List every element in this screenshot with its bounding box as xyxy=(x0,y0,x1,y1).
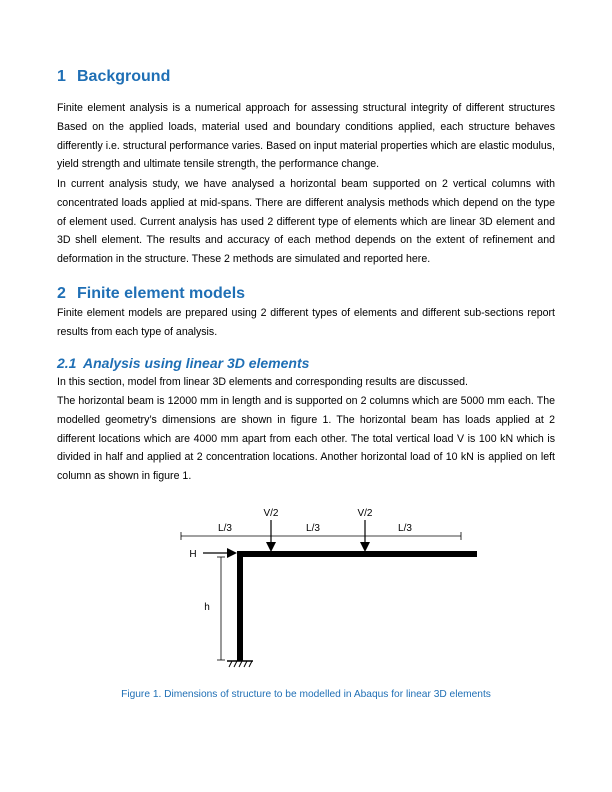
background-paragraph-1: Finite element analysis is a numerical approach for assessing structural integrity of different structures Based on the applied loads, material used and boundary conditions applied, each structure behaves differently i.e. structural performance varies. Based on input material properties which are elastic modulus, yield strength and ultimate tensile strength, the performance change. xyxy=(57,102,555,171)
section-2-1-heading xyxy=(57,355,309,371)
section-2-1-title: Analysis using linear 3D elements xyxy=(83,355,310,371)
background-paragraph-2: In current analysis study, we have analysed a horizontal beam supported on 2 vertical columns with concentrated loads applied at mid-spans. There are different analysis methods which depend on the type of element used. Current analysis has used 2 different type of elements which are linear 3D element and 3D shell element. The results and accuracy of each method depends on the extent of refinement and deformation in the structure. These 2 methods are simulated and reported here. xyxy=(57,178,555,266)
load-label-1: V/2 xyxy=(263,508,279,519)
frame-diagram xyxy=(127,500,477,675)
section-1-title: Background xyxy=(77,68,171,85)
frame-figure xyxy=(127,500,477,680)
section-2-title: Finite element models xyxy=(77,285,246,302)
load-label-2: V/2 xyxy=(357,508,373,519)
vertical-load-arrowhead-1 xyxy=(266,542,276,552)
span-label-3: L/3 xyxy=(398,523,412,534)
linear-3d-paragraph-1: In this section, model from linear 3D elements and corresponding results are discussed. xyxy=(57,376,469,388)
section-1-heading xyxy=(57,68,170,86)
height-label: h xyxy=(204,602,210,613)
figure-caption: Figure 1. Dimensions of structure to be modelled in Abaqus for linear 3D elements xyxy=(121,689,491,700)
left-column xyxy=(237,551,243,661)
section-1-number: 1 xyxy=(57,68,66,85)
vertical-load-arrowhead-2 xyxy=(360,542,370,552)
section-2-1-number: 2.1 xyxy=(57,355,77,371)
linear-3d-paragraph-2: The horizontal beam is 12000 mm in length and is supported on 2 columns which are 5000 mm each. The modelled geometry’s dimensions are shown in figure 1. The horizontal beam has loads applied at 2 different locations which are 4000 mm apart from each other. The total vertical load V is 100 kN which is divided in half and applied at 2 concentration locations. Another horizontal load of 10 kN is applied on left column as shown in figure 1. xyxy=(57,395,555,483)
section-2-number: 2 xyxy=(57,285,66,302)
horizontal-beam xyxy=(237,551,477,557)
horizontal-load-label: H xyxy=(189,549,197,560)
fe-models-paragraph: Finite element models are prepared using 2 different types of elements and different sub-sections report results from each type of analysis. xyxy=(57,307,555,338)
left-fixed-support xyxy=(227,661,253,667)
section-2-heading xyxy=(57,285,245,303)
span-label-2: L/3 xyxy=(306,523,320,534)
span-label-1: L/3 xyxy=(218,523,232,534)
horizontal-load-arrowhead xyxy=(227,548,237,558)
